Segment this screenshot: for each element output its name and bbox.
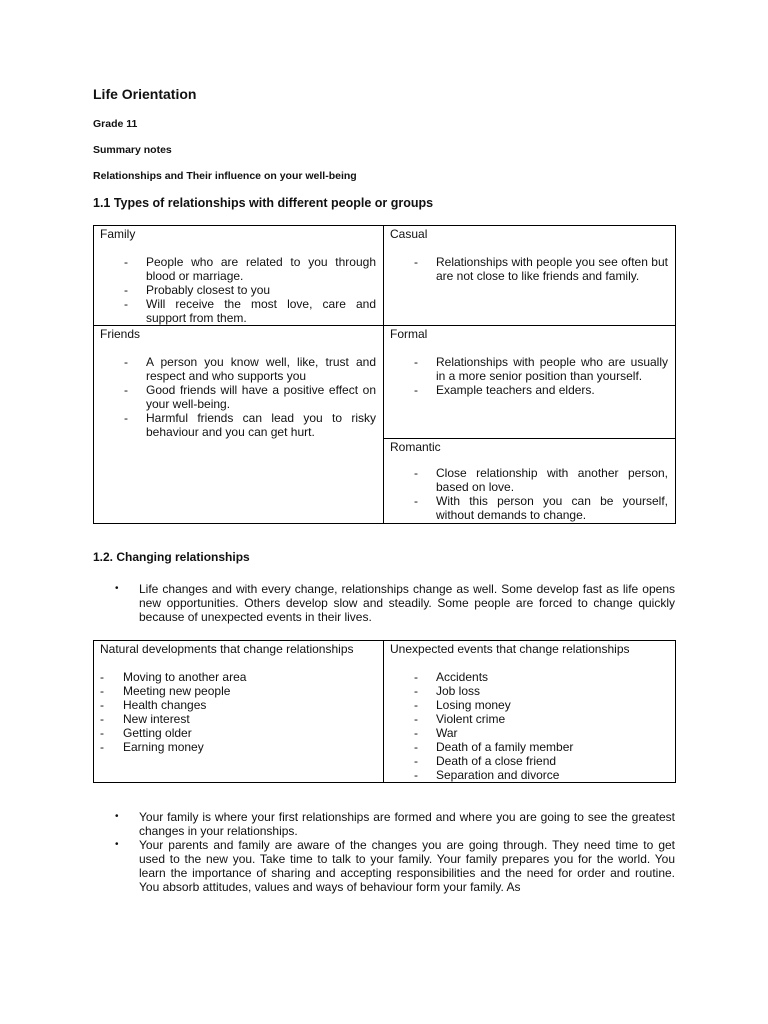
list-item bbox=[94, 712, 383, 726]
list-item-text: Harmful friends can lead you to risky behaviour and you can get hurt. bbox=[146, 411, 376, 439]
dash-icon: - bbox=[414, 494, 418, 508]
changes-table bbox=[93, 640, 676, 783]
dash-icon: - bbox=[414, 740, 418, 754]
list-item bbox=[384, 726, 675, 740]
dash-icon: - bbox=[100, 712, 104, 726]
list-item-text: War bbox=[436, 726, 458, 740]
list-item-text: Will receive the most love, care and support from them. bbox=[146, 297, 376, 325]
list-item-text: Death of a family member bbox=[436, 740, 574, 754]
list-item-text: Close relationship with another person, based on love. bbox=[436, 466, 668, 494]
formal-cell bbox=[384, 326, 676, 439]
list-item bbox=[94, 297, 383, 325]
dash-icon: - bbox=[100, 726, 104, 740]
unexpected-cell bbox=[384, 641, 676, 783]
family-cell bbox=[94, 226, 384, 326]
list-item bbox=[115, 582, 675, 624]
dash-icon: - bbox=[124, 255, 128, 269]
list-item bbox=[115, 838, 675, 894]
family-list bbox=[94, 255, 383, 325]
list-item bbox=[384, 355, 675, 383]
family-bullet-2: Your parents and family are aware of the changes you are going through. They need time to get used to the new you. Take time to talk to your family. Your family prepares you for the world. You learn the importance of sharing and accepting responsibilities and the need for order and routine. You absorb attitudes, values and ways of behaviour form your family. As bbox=[139, 838, 675, 894]
dash-icon: - bbox=[414, 670, 418, 684]
formal-heading: Formal bbox=[390, 327, 428, 341]
dash-icon: - bbox=[100, 698, 104, 712]
list-item-text: New interest bbox=[123, 712, 190, 726]
relationship-types-table bbox=[93, 225, 676, 524]
list-item-text: Meeting new people bbox=[123, 684, 231, 698]
romantic-heading: Romantic bbox=[390, 440, 441, 454]
family-heading: Family bbox=[100, 227, 136, 241]
list-item bbox=[94, 698, 383, 712]
list-item bbox=[94, 355, 383, 383]
list-item-text: Relationships with people you see often but are not close to like friends and family. bbox=[436, 255, 668, 283]
dash-icon: - bbox=[414, 466, 418, 480]
dash-icon: - bbox=[124, 297, 128, 311]
dash-icon: - bbox=[414, 754, 418, 768]
page-title: Life Orientation bbox=[93, 86, 197, 102]
summary-label: Summary notes bbox=[93, 144, 172, 156]
dash-icon: - bbox=[414, 355, 418, 369]
unexpected-heading: Unexpected events that change relationships bbox=[390, 642, 630, 656]
bullet-icon: • bbox=[115, 583, 119, 594]
family-bullet-1: Your family is where your first relationships are formed and where you are going to see the greatest changes in your relationships. bbox=[139, 810, 675, 838]
bullet-icon: • bbox=[115, 839, 119, 850]
dash-icon: - bbox=[124, 411, 128, 425]
list-item-text: Accidents bbox=[436, 670, 489, 684]
grade-label: Grade 11 bbox=[93, 118, 138, 130]
topic-heading: Relationships and Their influence on your well-being bbox=[93, 170, 357, 182]
list-item bbox=[94, 283, 383, 297]
list-item bbox=[94, 255, 383, 283]
casual-list bbox=[384, 255, 675, 283]
natural-cell bbox=[94, 641, 384, 783]
list-item-text: Relationships with people who are usually in a more senior position than yourself. bbox=[436, 355, 668, 383]
list-item-text: Separation and divorce bbox=[436, 768, 560, 782]
bullet-icon: • bbox=[115, 811, 119, 822]
list-item bbox=[94, 383, 383, 411]
dash-icon: - bbox=[124, 283, 128, 297]
dash-icon: - bbox=[414, 726, 418, 740]
list-item bbox=[94, 411, 383, 439]
changing-intro-list bbox=[115, 582, 675, 624]
list-item-text: Job loss bbox=[436, 684, 481, 698]
formal-list bbox=[384, 355, 675, 397]
list-item bbox=[384, 466, 675, 494]
list-item bbox=[384, 255, 675, 283]
dash-icon: - bbox=[414, 684, 418, 698]
list-item-text: Earning money bbox=[123, 740, 204, 754]
dash-icon: - bbox=[414, 383, 418, 397]
section-1-heading: 1.1 Types of relationships with different people or groups bbox=[93, 196, 434, 210]
romantic-list bbox=[384, 466, 675, 522]
natural-list bbox=[94, 670, 383, 754]
list-item bbox=[384, 740, 675, 754]
list-item bbox=[384, 494, 675, 522]
list-item-text: Good friends will have a positive effect on your well-being. bbox=[146, 383, 376, 411]
list-item bbox=[384, 383, 675, 397]
list-item bbox=[115, 810, 675, 838]
list-item-text: Death of a close friend bbox=[436, 754, 557, 768]
friends-cell bbox=[94, 326, 384, 524]
natural-heading: Natural developments that change relationships bbox=[100, 642, 354, 656]
casual-heading: Casual bbox=[390, 227, 428, 241]
dash-icon: - bbox=[414, 255, 418, 269]
list-item bbox=[384, 698, 675, 712]
list-item-text: A person you know well, like, trust and respect and who supports you bbox=[146, 355, 376, 383]
list-item-text: People who are related to you through blood or marriage. bbox=[146, 255, 376, 283]
casual-cell bbox=[384, 226, 676, 326]
changing-intro-text: Life changes and with every change, relationships change as well. Some develop fast as life opens new opportunities. Others develop slow and steadily. Some people are forced to change quickly because of unexpected events in their lives. bbox=[139, 582, 675, 624]
list-item bbox=[384, 712, 675, 726]
friends-list bbox=[94, 355, 383, 439]
friends-heading: Friends bbox=[100, 327, 141, 341]
romantic-cell bbox=[384, 439, 676, 524]
dash-icon: - bbox=[100, 740, 104, 754]
section-2-heading: 1.2. Changing relationships bbox=[93, 550, 250, 564]
dash-icon: - bbox=[124, 383, 128, 397]
dash-icon: - bbox=[100, 684, 104, 698]
list-item-text: Probably closest to you bbox=[146, 283, 271, 297]
list-item bbox=[384, 768, 675, 782]
list-item bbox=[384, 684, 675, 698]
list-item bbox=[94, 740, 383, 754]
dash-icon: - bbox=[414, 768, 418, 782]
family-bullets bbox=[115, 810, 675, 894]
dash-icon: - bbox=[100, 670, 104, 684]
list-item bbox=[94, 670, 383, 684]
list-item bbox=[384, 670, 675, 684]
unexpected-list bbox=[384, 670, 675, 782]
list-item bbox=[94, 726, 383, 740]
dash-icon: - bbox=[414, 712, 418, 726]
list-item-text: Moving to another area bbox=[123, 670, 247, 684]
list-item bbox=[384, 754, 675, 768]
list-item bbox=[94, 684, 383, 698]
dash-icon: - bbox=[414, 698, 418, 712]
list-item-text: With this person you can be yourself, without demands to change. bbox=[436, 494, 668, 522]
list-item-text: Example teachers and elders. bbox=[436, 383, 595, 397]
dash-icon: - bbox=[124, 355, 128, 369]
list-item-text: Health changes bbox=[123, 698, 207, 712]
list-item-text: Losing money bbox=[436, 698, 511, 712]
list-item-text: Violent crime bbox=[436, 712, 506, 726]
list-item-text: Getting older bbox=[123, 726, 192, 740]
